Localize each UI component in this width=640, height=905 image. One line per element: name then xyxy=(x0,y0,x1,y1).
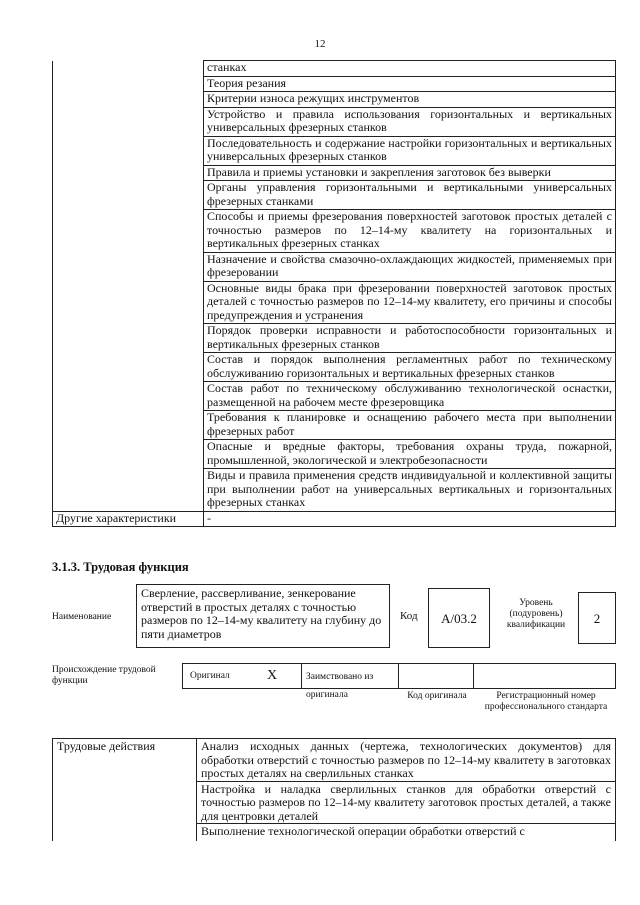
code-label: Код xyxy=(400,610,418,622)
origin-original-label: Оригинал xyxy=(190,671,230,681)
qualification-level-label: Уровень (подуровень) квалификации xyxy=(506,598,566,630)
labor-actions-table xyxy=(52,738,616,841)
origin-original-mark: X xyxy=(267,668,278,683)
name-label: Наименование xyxy=(52,612,112,622)
origin-code-caption: Код оригинала xyxy=(407,691,467,701)
labor-action-row: Выполнение технологической операции обработки отверстий с xyxy=(197,824,616,842)
labor-actions-label: Трудовые действия xyxy=(53,739,197,782)
knowledge-row: Правила и приемы установки и закрепления заготовок без выверки xyxy=(204,165,616,181)
origin-borrowed-label: Заимствовано из оригинала xyxy=(306,672,374,700)
other-characteristics-label: Другие характеристики xyxy=(53,511,204,527)
knowledge-row: Органы управления горизонтальными и вертикальными универсальных фрезерных станками xyxy=(204,181,616,210)
qualification-level-box xyxy=(578,592,616,644)
knowledge-row: Последовательность и содержание настройки горизонтальных и вертикальных универсальных фрезерных станков xyxy=(204,136,616,165)
qualification-level-value: 2 xyxy=(593,611,601,626)
labor-action-row: Анализ исходных данных (чертежа, технологических документов) для обработки отверстий с точностью размеров по 12–14-му квалитету в заготовках простых деталях на сверлильных станках xyxy=(197,739,616,782)
knowledge-row: Основные виды брака при фрезеровании поверхностей заготовок простых деталей с точностью размеров по 12–14-му квалитету, его причины и способы предупреждения и устранения xyxy=(204,281,616,324)
knowledge-row: Теория резания xyxy=(204,76,616,92)
labor-action-row: Настройка и наладка сверлильных станков для обработки отверстий с точностью размеров по 12–14-му квалитету заготовок простых деталей, а также для центровки деталей xyxy=(197,781,616,824)
origin-registration-cell xyxy=(473,663,616,689)
labor-actions-label-continued xyxy=(53,781,197,824)
knowledge-row: Требования к планировке и оснащению рабочего места при выполнении фрезерных работ xyxy=(204,411,616,440)
knowledge-row: Состав работ по техническому обслуживанию технологической оснастки, размещенной на рабочем месте фрезеровщика xyxy=(204,382,616,411)
knowledge-row: станках xyxy=(204,61,616,77)
code-value: A/03.2 xyxy=(441,611,477,626)
knowledge-row: Назначение и свойства смазочно-охлаждающих жидкостей, применяемых при фрезеровании xyxy=(204,252,616,281)
origin-original-cell xyxy=(182,663,302,689)
labor-actions-label-continued xyxy=(53,824,197,842)
origin-code-cell xyxy=(398,663,474,689)
knowledge-row: Способы и приемы фрезерования поверхностей заготовок простых деталей с точностью размеров по 12–14-му квалитету на горизонтальных и вертикальных фрезерных станках xyxy=(204,210,616,253)
knowledge-row: Порядок проверки исправности и работоспособности горизонтальных и вертикальных фрезерных станков xyxy=(204,324,616,353)
knowledge-row: Опасные и вредные факторы, требования охраны труда, пожарной, промышленной, экологической и электробезопасности xyxy=(204,440,616,469)
section-title: 3.1.3. Трудовая функция xyxy=(52,560,189,574)
code-value-box xyxy=(428,588,490,648)
knowledge-row: Устройство и правила использования горизонтальных и вертикальных универсальных фрезерных станков xyxy=(204,107,616,136)
other-characteristics-value: - xyxy=(204,511,616,527)
knowledge-label-cell xyxy=(53,61,204,512)
origin-borrowed-cell xyxy=(301,663,399,700)
knowledge-table xyxy=(52,60,616,527)
origin-label: Происхождение трудовой функции xyxy=(52,665,156,686)
knowledge-row: Состав и порядок выполнения регламентных работ по техническому обслуживанию горизонтальных и вертикальных фрезерных станков xyxy=(204,353,616,382)
page-number: 12 xyxy=(314,38,326,50)
function-name-box xyxy=(136,584,390,648)
function-name-value: Сверление, рассверливание, зенкерование отверстий в простых деталях с точностью размеров по 12–14-му квалитету на глубину до пяти диаметров xyxy=(141,586,382,641)
origin-registration-caption: Регистрационный номер профессионального стандарта xyxy=(484,691,608,712)
knowledge-row: Виды и правила применения средств индивидуальной и коллективной защиты при выполнении работ на универсальных вертикальных и горизонтальных фрезерных станках xyxy=(204,469,616,512)
knowledge-row: Критерии износа режущих инструментов xyxy=(204,92,616,108)
